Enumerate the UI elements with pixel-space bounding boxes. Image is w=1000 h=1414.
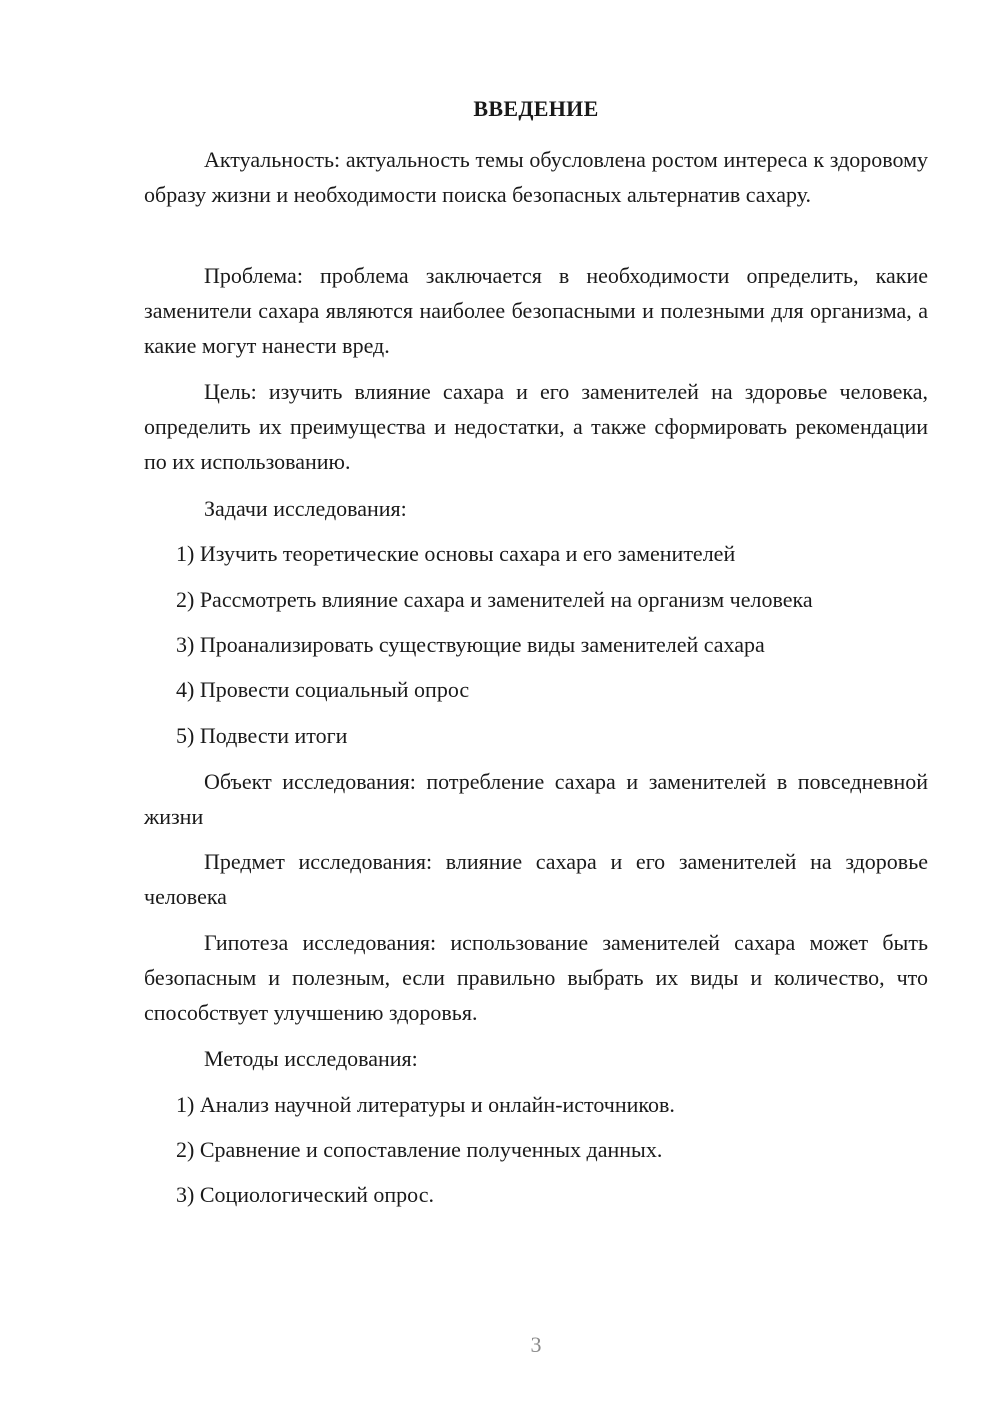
- method-item: 1) Анализ научной литературы и онлайн-источников.: [176, 1092, 675, 1117]
- problem-paragraph: Проблема: проблема заключается в необходимости определить, какие заменители сахара являются наиболее безопасными и полезными для организма, а какие могут нанести вред.: [144, 263, 928, 358]
- page-title: ВВЕДЕНИЕ: [473, 96, 599, 121]
- task-item: 1) Изучить теоретические основы сахара и его заменителей: [176, 541, 736, 566]
- task-item: 5) Подвести итоги: [176, 723, 348, 748]
- method-item: 2) Сравнение и сопоставление полученных данных.: [176, 1137, 663, 1162]
- task-item: 2) Рассмотреть влияние сахара и заменителей на организм человека: [176, 587, 813, 612]
- object-paragraph: Объект исследования: потребление сахара и заменителей в повседневной жизни: [144, 769, 928, 829]
- page-number: 3: [530, 1332, 542, 1357]
- goal-paragraph: Цель: изучить влияние сахара и его заменителей на здоровье человека, определить их преимущества и недостатки, а также сформировать рекомендации по их использованию.: [144, 379, 928, 474]
- subject-paragraph: Предмет исследования: влияние сахара и его заменителей на здоровье человека: [144, 849, 928, 909]
- relevance-paragraph: Актуальность: актуальность темы обусловлена ростом интереса к здоровому образу жизни и необходимости поиска безопасных альтернатив сахару.: [144, 147, 928, 207]
- method-item: 3) Социологический опрос.: [176, 1182, 434, 1207]
- tasks-heading: Задачи исследования:: [204, 496, 407, 521]
- task-item: 3) Проанализировать существующие виды заменителей сахара: [176, 632, 765, 657]
- hypothesis-paragraph: Гипотеза исследования: использование заменителей сахара может быть безопасным и полезным, если правильно выбрать их виды и количество, что способствует улучшению здоровья.: [144, 930, 928, 1025]
- task-item: 4) Провести социальный опрос: [176, 677, 470, 702]
- methods-heading: Методы исследования:: [204, 1046, 418, 1071]
